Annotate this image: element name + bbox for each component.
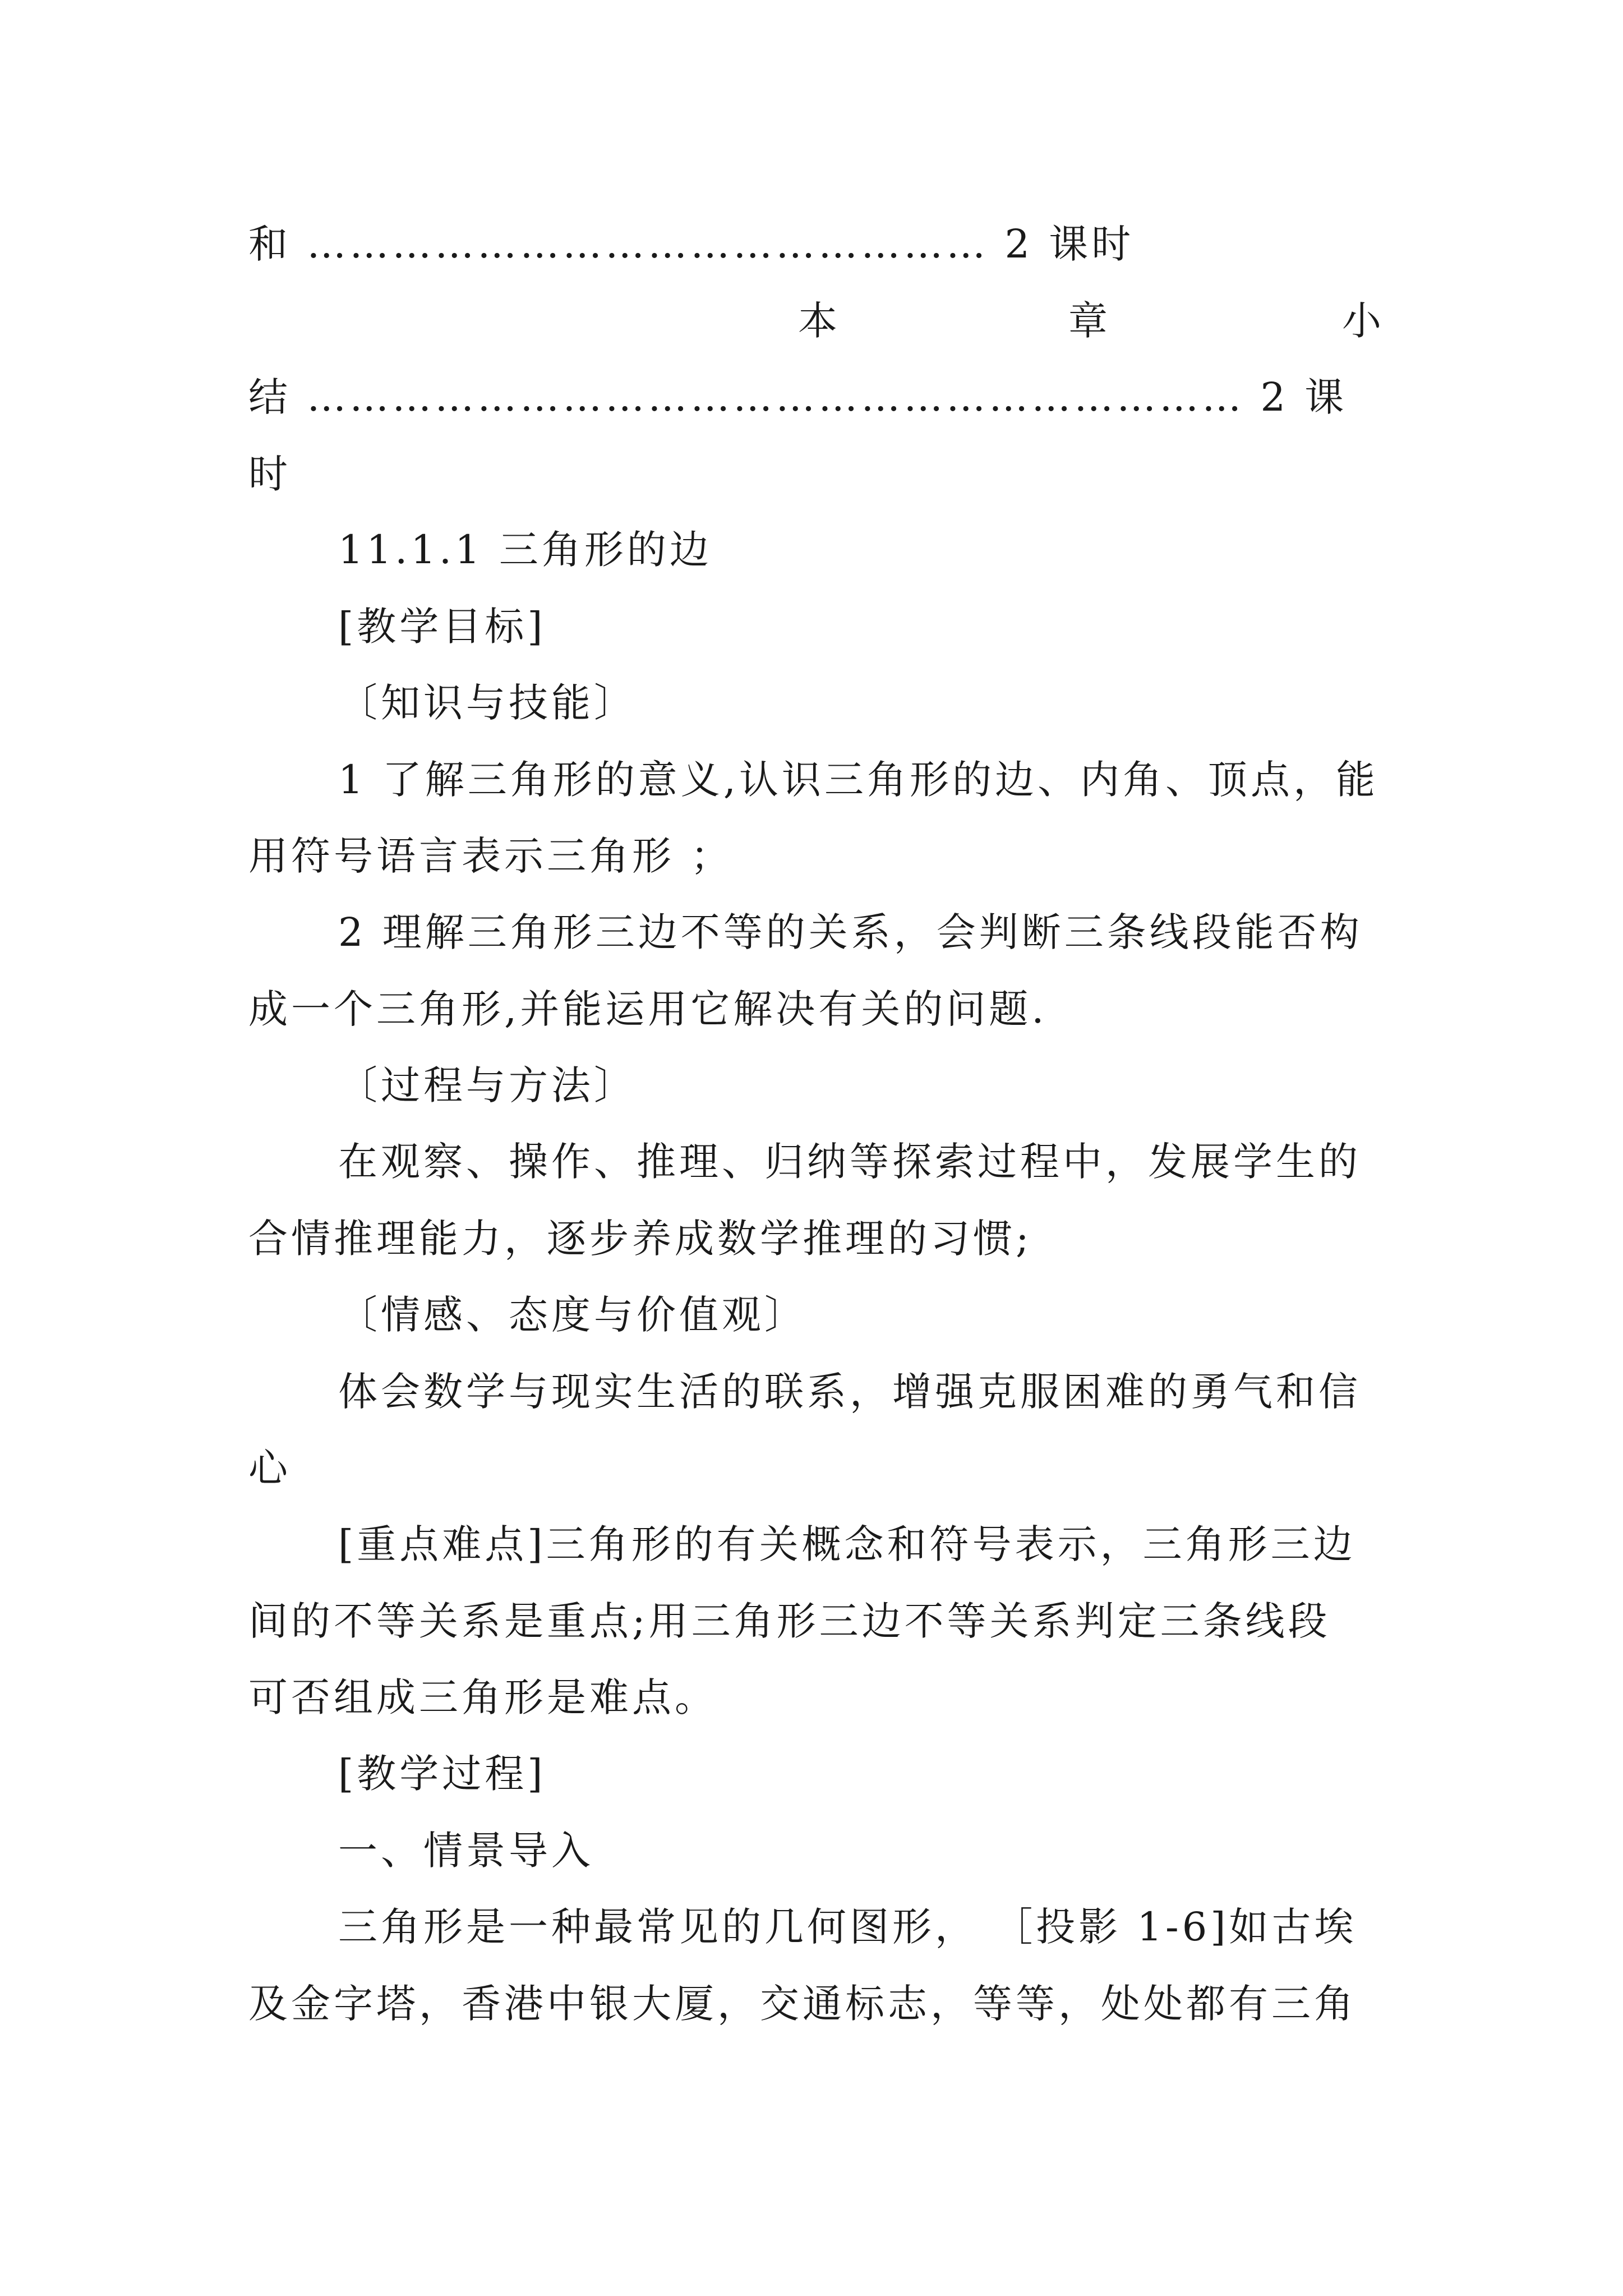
intro-text-line-1: 三角形是一种最常见的几何图形， ［投影 1-6]如古埃 xyxy=(338,1904,1357,1950)
teaching-process-heading: [教学过程] xyxy=(338,1751,546,1797)
toc-char-xiao: 小 xyxy=(1342,298,1381,344)
toc-char-ben: 本 xyxy=(798,298,837,344)
process-text-line-1: 在观察、操作、推理、归纳等探索过程中，发展学生的 xyxy=(338,1139,1361,1185)
emotion-text-line-1: 体会数学与现实生活的联系，增强克服困难的勇气和信 xyxy=(338,1369,1361,1415)
knowledge-item-1-line-1: 1 了解三角形的意义,认识三角形的边、内角、顶点，能 xyxy=(338,757,1379,803)
key-points-line-3: 可否组成三角形是难点。 xyxy=(248,1674,717,1720)
emotion-text-line-2: 心 xyxy=(248,1445,291,1491)
goals-heading: [教学目标] xyxy=(338,604,546,650)
process-heading: 〔过程与方法〕 xyxy=(338,1062,637,1108)
toc-line-jie: 结 ………………………………………………………… 2 课 xyxy=(248,374,1348,420)
key-points-line-1: [重点难点]三角形的有关概念和符号表示，三角形三边 xyxy=(338,1521,1356,1567)
toc-line-sum: 和 ………………………………………… 2 课时 xyxy=(248,221,1135,267)
toc-char-zhang: 章 xyxy=(1068,298,1108,344)
intro-text-line-2: 及金字塔，香港中银大厦，交通标志，等等，处处都有三角 xyxy=(248,1981,1357,2027)
key-points-line-2: 间的不等关系是重点;用三角形三边不等关系判定三条线段 xyxy=(248,1598,1331,1644)
intro-heading: 一、情景导入 xyxy=(338,1828,594,1874)
process-text-line-2: 合情推理能力，逐步养成数学推理的习惯; xyxy=(248,1216,1032,1262)
emotion-heading: 〔情感、态度与价值观〕 xyxy=(338,1292,807,1338)
toc-line-chapter-summary xyxy=(248,293,1381,349)
knowledge-item-2-line-1: 2 理解三角形三边不等的关系，会判断三条线段能否构 xyxy=(338,909,1363,955)
knowledge-item-2-line-2: 成一个三角形,并能运用它解决有关的问题. xyxy=(248,986,1048,1032)
knowledge-item-1-line-2: 用符号语言表示三角形 ； xyxy=(248,833,734,879)
knowledge-heading: 〔知识与技能〕 xyxy=(338,680,637,726)
section-title: 11.1.1 三角形的边 xyxy=(338,527,712,573)
toc-line-shi: 时 xyxy=(248,451,291,497)
